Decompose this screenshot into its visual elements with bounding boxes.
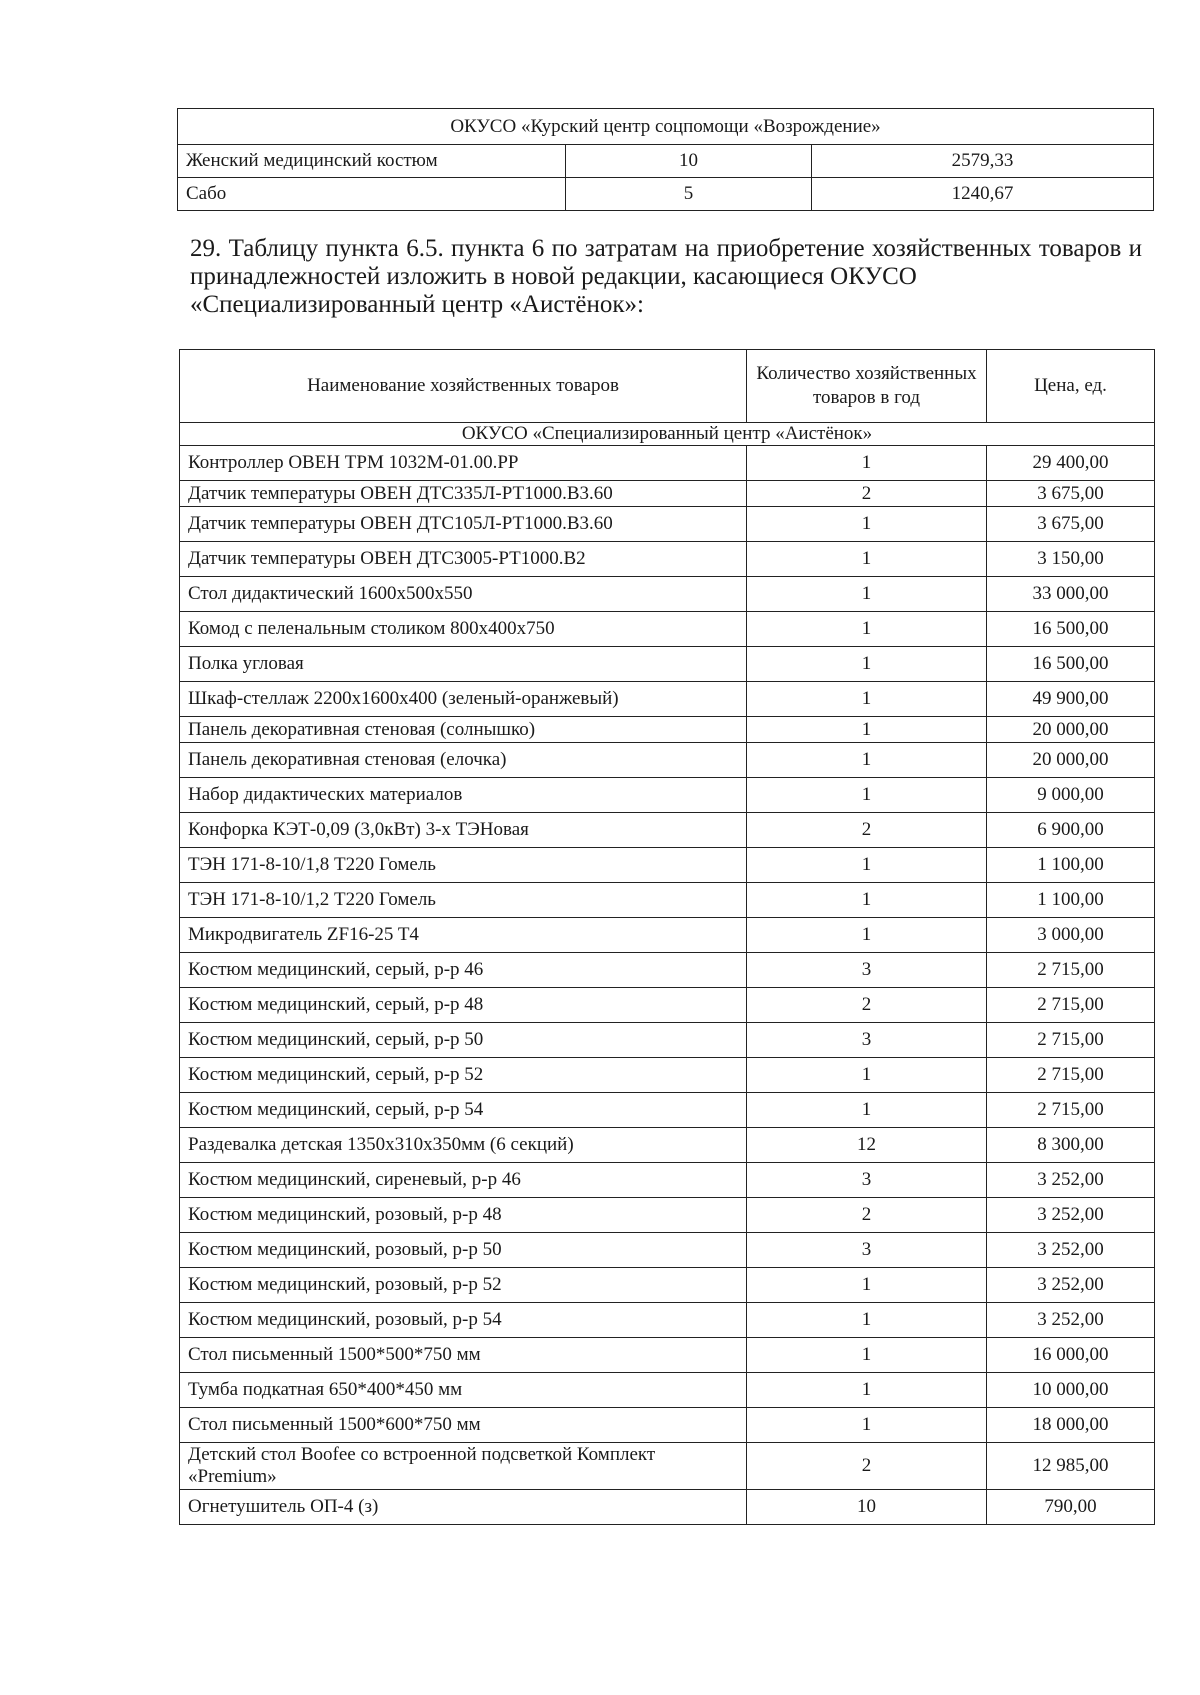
item-name: Датчик температуры ОВЕН ДТС105Л-РТ1000.В3.60 [180, 507, 747, 542]
item-name: Полка угловая [180, 647, 747, 682]
item-name: Костюм медицинский, розовый, р-р 54 [180, 1303, 747, 1338]
item-name: Костюм медицинский, сиреневый, р-р 46 [180, 1163, 747, 1198]
table-row [180, 1338, 1155, 1373]
item-name: Стол письменный 1500*500*750 мм [180, 1338, 747, 1373]
item-price: 2 715,00 [987, 988, 1155, 1023]
item-qty: 1 [747, 1373, 987, 1408]
item-name: Панель декоративная стеновая (солнышко) [180, 717, 747, 743]
item-price: 16 500,00 [987, 647, 1155, 682]
item-price: 2 715,00 [987, 1058, 1155, 1093]
table-row [180, 1093, 1155, 1128]
table-row [180, 507, 1155, 542]
item-name: Детский стол Boofee со встроенной подсветкой Комплект «Premium» [180, 1443, 747, 1490]
header-price: Цена, ед. [987, 350, 1155, 423]
item-qty: 3 [747, 1163, 987, 1198]
item-qty: 1 [747, 1058, 987, 1093]
item-price: 3 675,00 [987, 507, 1155, 542]
item-qty: 10 [747, 1490, 987, 1525]
item-price: 3 252,00 [987, 1198, 1155, 1233]
org-title: ОКУСО «Специализированный центр «Аистёнок» [180, 423, 1155, 446]
item-price: 18 000,00 [987, 1408, 1155, 1443]
item-price: 1240,67 [812, 178, 1154, 211]
table-row [180, 813, 1155, 848]
item-price: 3 252,00 [987, 1303, 1155, 1338]
item-price: 3 252,00 [987, 1268, 1155, 1303]
item-qty: 2 [747, 813, 987, 848]
item-name: Огнетушитель ОП-4 (з) [180, 1490, 747, 1525]
header-name: Наименование хозяйственных товаров [180, 350, 747, 423]
item-qty: 1 [747, 717, 987, 743]
item-qty: 1 [747, 1093, 987, 1128]
item-qty: 1 [747, 778, 987, 813]
item-qty: 12 [747, 1128, 987, 1163]
table-row [180, 918, 1155, 953]
table-row [180, 778, 1155, 813]
top-table-title: ОКУСО «Курский центр соцпомощи «Возрождение» [178, 109, 1154, 145]
top-table-title-row [178, 109, 1154, 145]
item-price: 29 400,00 [987, 446, 1155, 481]
item-name: Раздевалка детская 1350х310х350мм (6 секций) [180, 1128, 747, 1163]
top-table [177, 108, 1154, 211]
item-name: Датчик температуры ОВЕН ДТС3005-РТ1000.В2 [180, 542, 747, 577]
item-qty: 1 [747, 542, 987, 577]
item-price: 3 000,00 [987, 918, 1155, 953]
table-row [178, 145, 1154, 178]
item-name: Костюм медицинский, розовый, р-р 50 [180, 1233, 747, 1268]
item-qty: 2 [747, 1198, 987, 1233]
item-name: ТЭН 171-8-10/1,8 Т220 Гомель [180, 848, 747, 883]
item-name: Стол дидактический 1600х500х550 [180, 577, 747, 612]
table-row [180, 1303, 1155, 1338]
item-name: ТЭН 171-8-10/1,2 Т220 Гомель [180, 883, 747, 918]
table-row [180, 1268, 1155, 1303]
table-row [180, 1408, 1155, 1443]
item-qty: 1 [747, 1408, 987, 1443]
table-row [180, 542, 1155, 577]
item-price: 20 000,00 [987, 743, 1155, 778]
item-qty: 1 [747, 1338, 987, 1373]
item-name: Контроллер ОВЕН ТРМ 1032М-01.00.РР [180, 446, 747, 481]
item-price: 9 000,00 [987, 778, 1155, 813]
item-qty: 3 [747, 1023, 987, 1058]
item-price: 12 985,00 [987, 1443, 1155, 1490]
item-price: 3 675,00 [987, 481, 1155, 507]
table-row [180, 883, 1155, 918]
item-name: Набор дидактических материалов [180, 778, 747, 813]
item-name: Костюм медицинский, серый, р-р 52 [180, 1058, 747, 1093]
item-qty: 1 [747, 507, 987, 542]
item-price: 10 000,00 [987, 1373, 1155, 1408]
item-name: Шкаф-стеллаж 2200х1600х400 (зеленый-оранжевый) [180, 682, 747, 717]
item-qty: 1 [747, 743, 987, 778]
item-price: 33 000,00 [987, 577, 1155, 612]
item-qty: 1 [747, 577, 987, 612]
item-qty: 2 [747, 988, 987, 1023]
item-qty: 1 [747, 647, 987, 682]
main-table [179, 349, 1155, 1525]
item-price: 49 900,00 [987, 682, 1155, 717]
item-price: 16 500,00 [987, 612, 1155, 647]
item-qty: 1 [747, 682, 987, 717]
item-price: 16 000,00 [987, 1338, 1155, 1373]
item-qty: 1 [747, 883, 987, 918]
item-name: Сабо [178, 178, 566, 211]
header-row [180, 350, 1155, 423]
table-row [180, 1058, 1155, 1093]
item-name: Тумба подкатная 650*400*450 мм [180, 1373, 747, 1408]
paragraph-line-1: 29. Таблицу пункта 6.5. пункта 6 по затратам на приобретение хозяйственных товаров и принадлежностей изложить в новой редакции, касающиеся ОКУСО [190, 235, 1142, 290]
table-row [180, 481, 1155, 507]
item-name: Конфорка КЭТ-0,09 (3,0кВт) 3-х ТЭНовая [180, 813, 747, 848]
table-row [180, 682, 1155, 717]
table-row [180, 1198, 1155, 1233]
item-name: Костюм медицинский, серый, р-р 50 [180, 1023, 747, 1058]
item-price: 3 252,00 [987, 1233, 1155, 1268]
item-qty: 1 [747, 1303, 987, 1338]
item-qty: 3 [747, 953, 987, 988]
item-price: 3 252,00 [987, 1163, 1155, 1198]
item-name: Датчик температуры ОВЕН ДТС335Л-РТ1000.В3.60 [180, 481, 747, 507]
item-name: Костюм медицинский, серый, р-р 46 [180, 953, 747, 988]
item-qty: 1 [747, 918, 987, 953]
table-row [180, 953, 1155, 988]
table-row [180, 717, 1155, 743]
item-price: 2579,33 [812, 145, 1154, 178]
item-name: Комод с пеленальным столиком 800х400х750 [180, 612, 747, 647]
header-qty: Количество хозяйственных товаров в год [747, 350, 987, 423]
item-name: Панель декоративная стеновая (елочка) [180, 743, 747, 778]
item-price: 6 900,00 [987, 813, 1155, 848]
item-qty: 1 [747, 612, 987, 647]
item-qty: 5 [566, 178, 812, 211]
item-qty: 1 [747, 446, 987, 481]
org-row [180, 423, 1155, 446]
item-qty: 2 [747, 1443, 987, 1490]
item-qty: 3 [747, 1233, 987, 1268]
table-row [180, 612, 1155, 647]
table-row [180, 743, 1155, 778]
item-price: 1 100,00 [987, 883, 1155, 918]
item-name: Костюм медицинский, серый, р-р 54 [180, 1093, 747, 1128]
item-name: Костюм медицинский, серый, р-р 48 [180, 988, 747, 1023]
table-row [180, 1490, 1155, 1525]
table-row [180, 1163, 1155, 1198]
item-price: 2 715,00 [987, 1023, 1155, 1058]
item-name: Костюм медицинский, розовый, р-р 48 [180, 1198, 747, 1233]
table-row [180, 1443, 1155, 1490]
item-price: 20 000,00 [987, 717, 1155, 743]
item-qty: 1 [747, 1268, 987, 1303]
item-price: 8 300,00 [987, 1128, 1155, 1163]
table-row [180, 1023, 1155, 1058]
item-price: 2 715,00 [987, 953, 1155, 988]
item-name: Микродвигатель ZF16-25 T4 [180, 918, 747, 953]
table-row [178, 178, 1154, 211]
item-qty: 2 [747, 481, 987, 507]
amendment-paragraph [190, 235, 1142, 319]
table-row [180, 446, 1155, 481]
item-name: Женский медицинский костюм [178, 145, 566, 178]
table-row [180, 1128, 1155, 1163]
item-price: 3 150,00 [987, 542, 1155, 577]
item-price: 2 715,00 [987, 1093, 1155, 1128]
table-row [180, 988, 1155, 1023]
paragraph-line-2: «Специализированный центр «Аистёнок»: [190, 291, 644, 318]
item-name: Стол письменный 1500*600*750 мм [180, 1408, 747, 1443]
table-row [180, 577, 1155, 612]
item-qty: 10 [566, 145, 812, 178]
item-name: Костюм медицинский, розовый, р-р 52 [180, 1268, 747, 1303]
table-row [180, 1233, 1155, 1268]
table-row [180, 647, 1155, 682]
item-qty: 1 [747, 848, 987, 883]
table-row [180, 1373, 1155, 1408]
table-row [180, 848, 1155, 883]
item-price: 790,00 [987, 1490, 1155, 1525]
item-price: 1 100,00 [987, 848, 1155, 883]
